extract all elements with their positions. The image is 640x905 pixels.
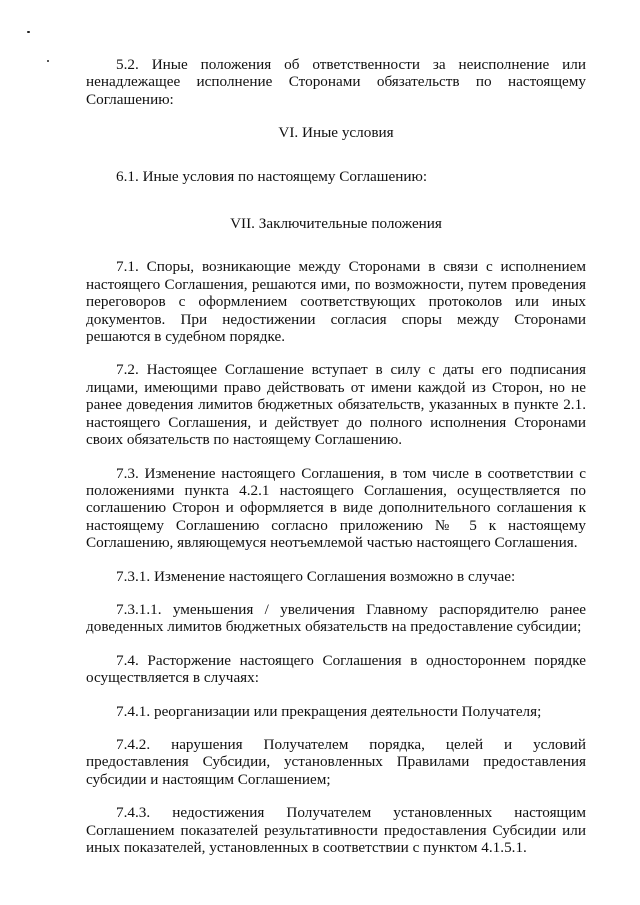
paragraph-7-4-3: 7.4.3. недостижения Получателем установленных настоящим Соглашением показателей результативности предоставления Субсидии или иных показателей, установленных в соответствии с пунктом 4.1.5.1. [86, 804, 586, 856]
document-body [86, 56, 586, 872]
paragraph-7-4: 7.4. Расторжение настоящего Соглашения в одностороннем порядке осуществляется в случаях: [86, 651, 586, 687]
paragraph-7-2: 7.2. Настоящее Соглашение вступает в силу с даты его подписания лицами, имеющими право действовать от имени каждой из Сторон, но не ранее доведения лимитов бюджетных обязательств, указанных в пункте 2.1. настоящего Соглашения, и действует до полного исполнения Сторонами своих обязательств по настоящему Соглашению. [86, 361, 586, 449]
paragraph-7-4-2: 7.4.2. нарушения Получателем порядка, целей и условий предоставления Субсидии, установленных Правилами предоставления субсидии и настоящим Соглашением; [86, 735, 586, 788]
paragraph-7-3-1-1: 7.3.1.1. уменьшения / увеличения Главному распорядителю ранее доведенных лимитов бюджетных обязательств на предоставление субсидии; [86, 600, 586, 636]
section-heading-6: VI. Иные условия [278, 124, 394, 142]
paragraph-6-1: 6.1. Иные условия по настоящему Соглашению: [116, 167, 428, 185]
scan-speck [27, 31, 30, 33]
paragraph-5-2: 5.2. Иные положения об ответственности за неисполнение или ненадлежащее исполнение Сторонами обязательств по настоящему Соглашению: [86, 56, 586, 108]
paragraph-7-4-1: 7.4.1. реорганизации или прекращения деятельности Получателя; [116, 702, 542, 720]
scan-speck [47, 60, 49, 62]
paragraph-7-3: 7.3. Изменение настоящего Соглашения, в том числе в соответствии с положениями пункта 4.2.1 настоящего Соглашения, осуществляется по соглашению Сторон и оформляется в виде дополнительного соглашения к настоящему Соглашению согласно приложению № 5 к настоящему Соглашению, являющемуся неотъемлемой частью настоящего Соглашения. [86, 464, 586, 552]
section-heading-7: VII. Заключительные положения [230, 215, 442, 233]
paragraph-7-3-1: 7.3.1. Изменение настоящего Соглашения возможно в случае: [116, 567, 516, 585]
paragraph-7-1: 7.1. Споры, возникающие между Сторонами в связи с исполнением настоящего Соглашения, решаются ими, по возможности, путем проведения переговоров с оформлением соответствующих протоколов или иных документов. При недостижении согласия споры между Сторонами решаются в судебном порядке. [86, 258, 586, 346]
